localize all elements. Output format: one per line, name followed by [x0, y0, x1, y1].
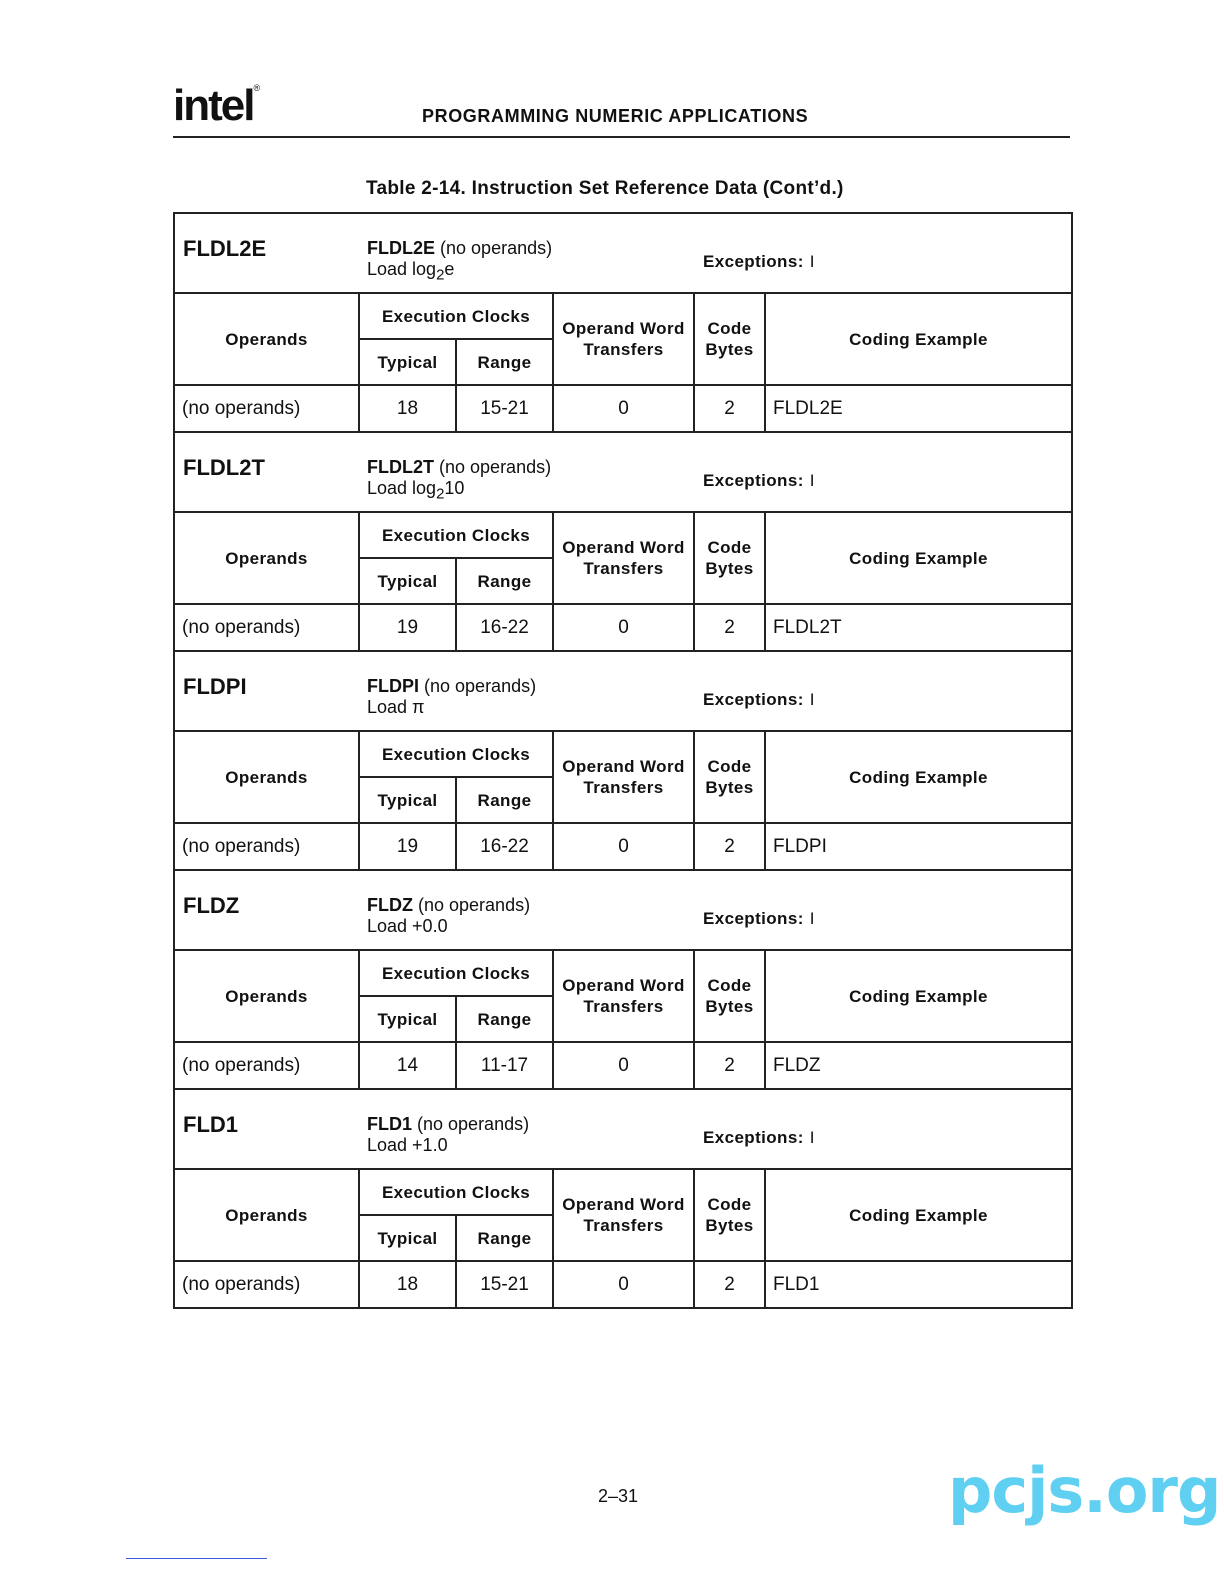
operand-word-transfers-header: Operand Word Transfers — [553, 950, 694, 1042]
instruction-form: (no operands) — [439, 457, 552, 477]
range-header: Range — [456, 339, 553, 385]
instruction-description — [367, 457, 551, 505]
instruction-header-cell — [174, 432, 1072, 512]
operands-cell: (no operands) — [174, 1042, 359, 1089]
coding-example-header: Coding Example — [765, 1169, 1072, 1261]
instruction-header-cell — [174, 1089, 1072, 1169]
instruction-mnemonic: FLDL2T — [367, 457, 434, 477]
transfers-cell: 0 — [553, 385, 694, 432]
instruction-description — [367, 895, 530, 943]
exceptions-label: Exceptions: I — [703, 252, 815, 271]
coding-example-cell: FLDZ — [765, 1042, 1072, 1089]
instruction-name: FLDPI — [183, 674, 247, 699]
typical-clocks-cell: 19 — [359, 823, 456, 870]
instruction-load-suffix: 10 — [444, 478, 465, 498]
instruction-load-subscript: 2 — [436, 485, 445, 503]
instruction-load-suffix: e — [444, 259, 455, 279]
code-bytes-cell: 2 — [694, 1042, 765, 1089]
exceptions-value: I — [809, 1128, 815, 1147]
code-bytes-cell: 2 — [694, 823, 765, 870]
code-bytes-cell: 2 — [694, 604, 765, 651]
range-header: Range — [456, 777, 553, 823]
typical-clocks-cell: 19 — [359, 604, 456, 651]
code-bytes-header: Code Bytes — [694, 731, 765, 823]
instruction-header-row — [174, 870, 1072, 950]
typical-header: Typical — [359, 1215, 456, 1261]
instruction-form: (no operands) — [417, 1114, 530, 1134]
instruction-load-text: Load +1.0 — [367, 1135, 448, 1155]
operand-word-transfers-header: Operand Word Transfers — [553, 512, 694, 604]
column-header-row — [174, 1169, 1072, 1215]
instruction-header-cell — [174, 870, 1072, 950]
instruction-header-row — [174, 1089, 1072, 1169]
coding-example-header: Coding Example — [765, 512, 1072, 604]
table-title: Table 2-14. Instruction Set Reference Data (Cont’d.) — [366, 178, 844, 199]
code-bytes-header: Code Bytes — [694, 1169, 765, 1261]
instruction-mnemonic: FLD1 — [367, 1114, 412, 1134]
code-bytes-header: Code Bytes — [694, 950, 765, 1042]
operands-header: Operands — [174, 293, 359, 385]
instruction-description — [367, 1114, 529, 1162]
operands-header: Operands — [174, 1169, 359, 1261]
coding-example-cell: FLDPI — [765, 823, 1072, 870]
page-number: 2–31 — [598, 1486, 639, 1506]
instruction-mnemonic: FLDL2E — [367, 238, 436, 258]
instruction-reference-table — [173, 212, 1073, 1309]
intel-logo: intel® — [173, 81, 261, 130]
range-clocks-cell: 11-17 — [456, 1042, 553, 1089]
exceptions-label: Exceptions: I — [703, 690, 815, 709]
instruction-header-row — [174, 651, 1072, 731]
operands-header: Operands — [174, 950, 359, 1042]
execution-clocks-header: Execution Clocks — [359, 1169, 553, 1215]
operands-cell: (no operands) — [174, 604, 359, 651]
instruction-name: FLDL2T — [183, 455, 265, 480]
execution-clocks-header: Execution Clocks — [359, 293, 553, 339]
operand-word-transfers-header: Operand Word Transfers — [553, 1169, 694, 1261]
instruction-header-row — [174, 213, 1072, 293]
execution-clocks-header: Execution Clocks — [359, 512, 553, 558]
range-header: Range — [456, 558, 553, 604]
instruction-name: FLDL2E — [183, 236, 267, 261]
operands-header: Operands — [174, 731, 359, 823]
column-header-row — [174, 293, 1072, 339]
typical-clocks-cell: 18 — [359, 1261, 456, 1308]
typical-header: Typical — [359, 996, 456, 1042]
instruction-mnemonic: FLDPI — [367, 676, 419, 696]
instruction-load-text: Load +0.0 — [367, 916, 448, 936]
instruction-name: FLDZ — [183, 893, 240, 918]
exceptions-value: I — [809, 252, 815, 271]
instruction-form: (no operands) — [440, 238, 553, 258]
exceptions-value: I — [809, 471, 815, 490]
transfers-cell: 0 — [553, 823, 694, 870]
range-clocks-cell: 16-22 — [456, 823, 553, 870]
exceptions-value: I — [809, 690, 815, 709]
code-bytes-cell: 2 — [694, 385, 765, 432]
coding-example-header: Coding Example — [765, 731, 1072, 823]
table-row — [174, 1261, 1072, 1308]
column-header-row — [174, 950, 1072, 996]
typical-header: Typical — [359, 777, 456, 823]
instruction-load-text: Load log — [367, 259, 437, 279]
instruction-mnemonic: FLDZ — [367, 895, 413, 915]
instruction-header-row — [174, 432, 1072, 512]
coding-example-cell: FLDL2E — [765, 385, 1072, 432]
range-clocks-cell: 15-21 — [456, 385, 553, 432]
table-row — [174, 823, 1072, 870]
execution-clocks-header: Execution Clocks — [359, 950, 553, 996]
operand-word-transfers-header: Operand Word Transfers — [553, 731, 694, 823]
typical-header: Typical — [359, 339, 456, 385]
column-header-row — [174, 512, 1072, 558]
table-row — [174, 1042, 1072, 1089]
transfers-cell: 0 — [553, 604, 694, 651]
typical-header: Typical — [359, 558, 456, 604]
header-rule — [173, 136, 1070, 138]
instruction-load-subscript: 2 — [436, 266, 445, 284]
instruction-load-text: Load π — [367, 697, 425, 717]
operands-cell: (no operands) — [174, 385, 359, 432]
exceptions-label: Exceptions: I — [703, 471, 815, 490]
transfers-cell: 0 — [553, 1042, 694, 1089]
range-clocks-cell: 15-21 — [456, 1261, 553, 1308]
transfers-cell: 0 — [553, 1261, 694, 1308]
exceptions-label: Exceptions: I — [703, 1128, 815, 1147]
code-bytes-header: Code Bytes — [694, 512, 765, 604]
code-bytes-header: Code Bytes — [694, 293, 765, 385]
typical-clocks-cell: 14 — [359, 1042, 456, 1089]
instruction-form: (no operands) — [424, 676, 537, 696]
instruction-load-text: Load log — [367, 478, 437, 498]
range-header: Range — [456, 1215, 553, 1261]
code-bytes-cell: 2 — [694, 1261, 765, 1308]
operands-cell: (no operands) — [174, 823, 359, 870]
operands-cell: (no operands) — [174, 1261, 359, 1308]
coding-example-cell: FLD1 — [765, 1261, 1072, 1308]
table-row — [174, 604, 1072, 651]
range-clocks-cell: 16-22 — [456, 604, 553, 651]
instruction-description — [367, 676, 536, 724]
operands-header: Operands — [174, 512, 359, 604]
execution-clocks-header: Execution Clocks — [359, 731, 553, 777]
instruction-name: FLD1 — [183, 1112, 238, 1137]
operand-word-transfers-header: Operand Word Transfers — [553, 293, 694, 385]
coding-example-header: Coding Example — [765, 293, 1072, 385]
bottom-link-underline — [126, 1558, 267, 1559]
exceptions-value: I — [809, 909, 815, 928]
instruction-description — [367, 238, 552, 286]
pcjs-watermark: pcjs.org — [948, 1454, 1221, 1527]
coding-example-cell: FLDL2T — [765, 604, 1072, 651]
coding-example-header: Coding Example — [765, 950, 1072, 1042]
table-row — [174, 385, 1072, 432]
instruction-header-cell — [174, 651, 1072, 731]
range-header: Range — [456, 996, 553, 1042]
page-header-title: PROGRAMMING NUMERIC APPLICATIONS — [422, 106, 809, 126]
instruction-header-cell — [174, 213, 1072, 293]
exceptions-label: Exceptions: I — [703, 909, 815, 928]
column-header-row — [174, 731, 1072, 777]
typical-clocks-cell: 18 — [359, 385, 456, 432]
instruction-form: (no operands) — [418, 895, 531, 915]
